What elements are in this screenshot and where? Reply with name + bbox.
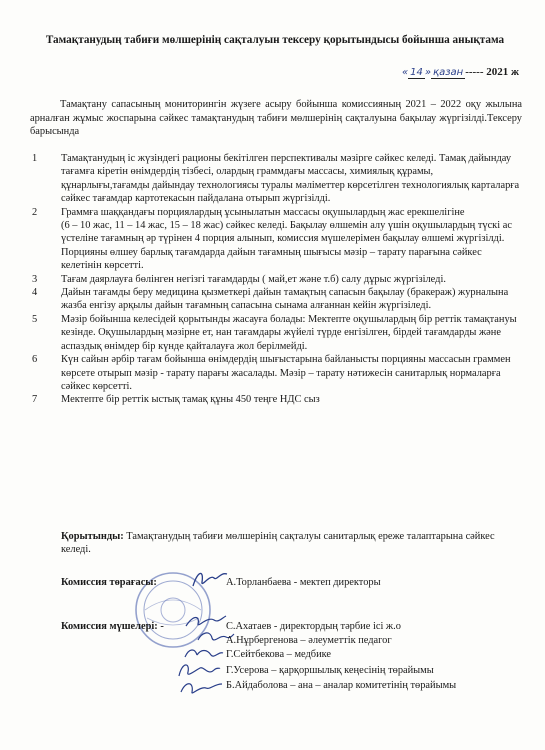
date-close-quote: »: [424, 67, 432, 78]
list-item-text: Тамақтанудың іс жүзіндегі рационы бекітілген перспективалы мәзірге сәйкес келеді. Тамақ дайындау тағамға кіретін өнімдердің тізбесі, олардың граммдағы массасы, химиялық құрамы, құнарлығы,тағамды дайындау технологиясы туралы мәліметтер көрсетілген технологиялық карталарға сәйкес тағамдар картотекасын пайдалана отырып жүргізілді.: [61, 153, 520, 205]
list-item: [30, 313, 520, 353]
list-item: [30, 206, 520, 273]
list-item-text: Тағам даярлауға бөлінген негізгі тағамдарды ( май,ет және т.б) салу дұрыс жүргізіледі.: [61, 273, 446, 285]
member-item: С.Ахатаев - директордың тәрбие ісі ж.о: [226, 621, 401, 632]
document-title: Тамақтанудың табиғи мөлшерінің сақталуын тексеру қорытындысы бойынша анықтама: [45, 34, 505, 46]
list-item: [30, 286, 520, 313]
intro-paragraph: Тамақтану сапасының мониторингін жүзеге асыру бойынша комиссияның 2021 – 2022 оқу жылына арналған жұмыс жоспарына сәйкес тамақтанудың табиғи мөлшерінің сақталуына бақылау жүргізілді.Тексеру барысында: [30, 99, 522, 138]
conclusion-label: Қорытынды:: [61, 531, 124, 542]
document-date: [402, 66, 519, 78]
list-item-number: 7: [32, 394, 38, 406]
date-day: 14: [410, 67, 423, 78]
date-year: 2021 ж: [486, 66, 519, 78]
date-dashes: -----: [465, 66, 484, 78]
chair-name: А.Торланбаева - мектеп директоры: [226, 577, 381, 588]
chair-row: [61, 576, 157, 589]
members-label: Комиссия мүшелері: -: [61, 621, 164, 632]
member-item: Г.Сейтбекова – медбике: [226, 649, 332, 660]
list-item: [30, 393, 520, 406]
list-item-number: 3: [32, 273, 38, 285]
list-item-text: Граммға шаққандағы порциялардың ұсынылатын массасы оқушылардың жас ерекшелігіне (6 – 10 жас, 11 – 14 жас, 15 – 18 жас) сәйкес келеді. Бақылау өлшемін алу үшін оқушылардың түскі ас үстеліне тағамның әр түрінен 4 порция алынып, комиссия мүшелерімен бақылау өлшемі жүргізілді. Порцияны өлшеу барлық тағамдарда дайын тағамның шығысы мәзір – тарату парағына сәйкес келетінін көрсетті.: [61, 206, 512, 272]
list-item-number: 1: [32, 153, 38, 164]
chair-label: Комиссия төрағасы:: [61, 577, 157, 588]
conclusion: [61, 530, 521, 557]
member-signature-icon: [178, 678, 224, 700]
list-item-number: 2: [32, 206, 38, 218]
list-item-number: 5: [32, 313, 38, 325]
list-item-text: Мектепте бір реттік ыстық тамақ құны 450 теңге НДС сыз: [61, 394, 320, 406]
list-item-text: Дайын тағамды беру медицина қызметкері дайын тамақтың сапасын бақылау (бракераж) журналына жазба енгізу арқылы дайын тағамның сапасына сынама алғаннан кейін жүргізіледі.: [61, 287, 509, 312]
member-item: Б.Айдаболова – ана – аналар комитетінің төрайымы: [226, 680, 457, 691]
date-open-quote: «: [401, 67, 409, 78]
findings-list: [30, 152, 520, 407]
list-item-number: 4: [32, 287, 38, 299]
chair-signature-icon: [190, 568, 230, 592]
member-item: А.Нұрбергенова – әлеуметтік педагог: [226, 635, 392, 646]
member-item: Г.Усерова – қарқоршылық кеңесінің төрайымы: [226, 665, 434, 676]
list-item-number: 6: [32, 354, 38, 366]
conclusion-text: Тамақтанудың табиғи мөлшерінің сақталуы санитарлық ереже талаптарына сәйкес келеді.: [61, 531, 495, 556]
chair-name-row: [226, 576, 381, 589]
members-label-row: [61, 620, 164, 633]
list-item: [30, 273, 520, 286]
list-item-text: Күн сайын әрбір тағам бойынша өнімдердің шығыстарына байланысты порцияны массасын граммен көрсете отырып мәзір - тарату парағы жасалады. Мәзір – тарату нәтижесін санитарлық нормаларға сәйкес көрсетті.: [61, 354, 511, 392]
list-item-text: Мәзір бойынша келесідей қорытынды жасауға болады: Мектепте оқушылардың бір реттік тамақтануы кезінде. Оқушылардың мәзірне ет, нан тағамдары жүйелі түрде енгізілген, бірдей тағамдарды және аспаздық өнімдер бір күнде қайталауға жол берілмейді.: [61, 313, 517, 352]
date-month: қазан: [433, 67, 464, 78]
list-item: [30, 353, 520, 393]
list-item: [30, 152, 520, 206]
